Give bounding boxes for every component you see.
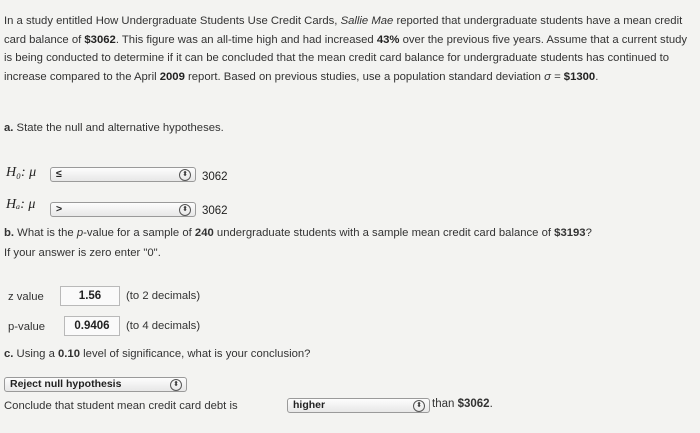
comparison-dropdown[interactable]: higher ⬍ [287,398,430,413]
alternative-hypothesis-label: Hₐ: μ [6,197,36,212]
ha-value: 3062 [202,205,228,217]
updown-chevron-icon: ⬍ [179,204,191,216]
part-b-question: b. What is the p-value for a sample of 240 undergraduate students with a sample mean credit card balance of $3193? If your answer is zero enter "0". [4,227,592,259]
null-hypothesis-label: H₀: μ [6,165,37,180]
population-sd: $1300 [563,70,596,83]
conclusion-dropdown[interactable]: Reject null hypothesis ⬍ [4,377,187,392]
h0-sign-dropdown[interactable]: ≤ ⬍ [50,167,196,182]
mean-balance: $3062 [84,33,116,46]
report-year: 2009 [159,70,185,83]
than-text: than $3062. [432,398,493,410]
p-value-label: p-value [8,321,46,333]
part-c-question: c. Using a 0.10 level of significance, what is your conclusion? [4,348,311,360]
p-value-input[interactable]: 0.9406 [64,316,120,336]
ha-sign-dropdown[interactable]: > ⬍ [50,202,196,217]
source-name: Sallie Mae [340,15,394,27]
z-value-label: z value [8,291,44,303]
part-a-question: a. State the null and alternative hypotheses. [4,122,224,134]
updown-chevron-icon: ⬍ [413,400,425,412]
z-value-input[interactable]: 1.56 [60,286,120,306]
conclude-text: Conclude that student mean credit card debt is [4,400,238,412]
updown-chevron-icon: ⬍ [179,169,191,181]
problem-statement: In a study entitled How Undergraduate Students Use Credit Cards, Sallie Mae reported that undergraduate students have a mean credit card balance of $3062. This figure was an all-time high and had increased 43% over the previous five years. Assume that a current study is being conducted to determine if it can be concluded that the mean credit card balance for undergraduate students has continued to increase compared to the April 2009 report. Based on previous studies, use a population standard deviation σ = $1300. [4,15,688,83]
h0-value: 3062 [202,171,228,183]
z-value-note: (to 2 decimals) [126,290,201,302]
p-value-note: (to 4 decimals) [126,320,201,332]
updown-chevron-icon: ⬍ [170,379,182,391]
increase-percent: 43% [376,33,400,46]
